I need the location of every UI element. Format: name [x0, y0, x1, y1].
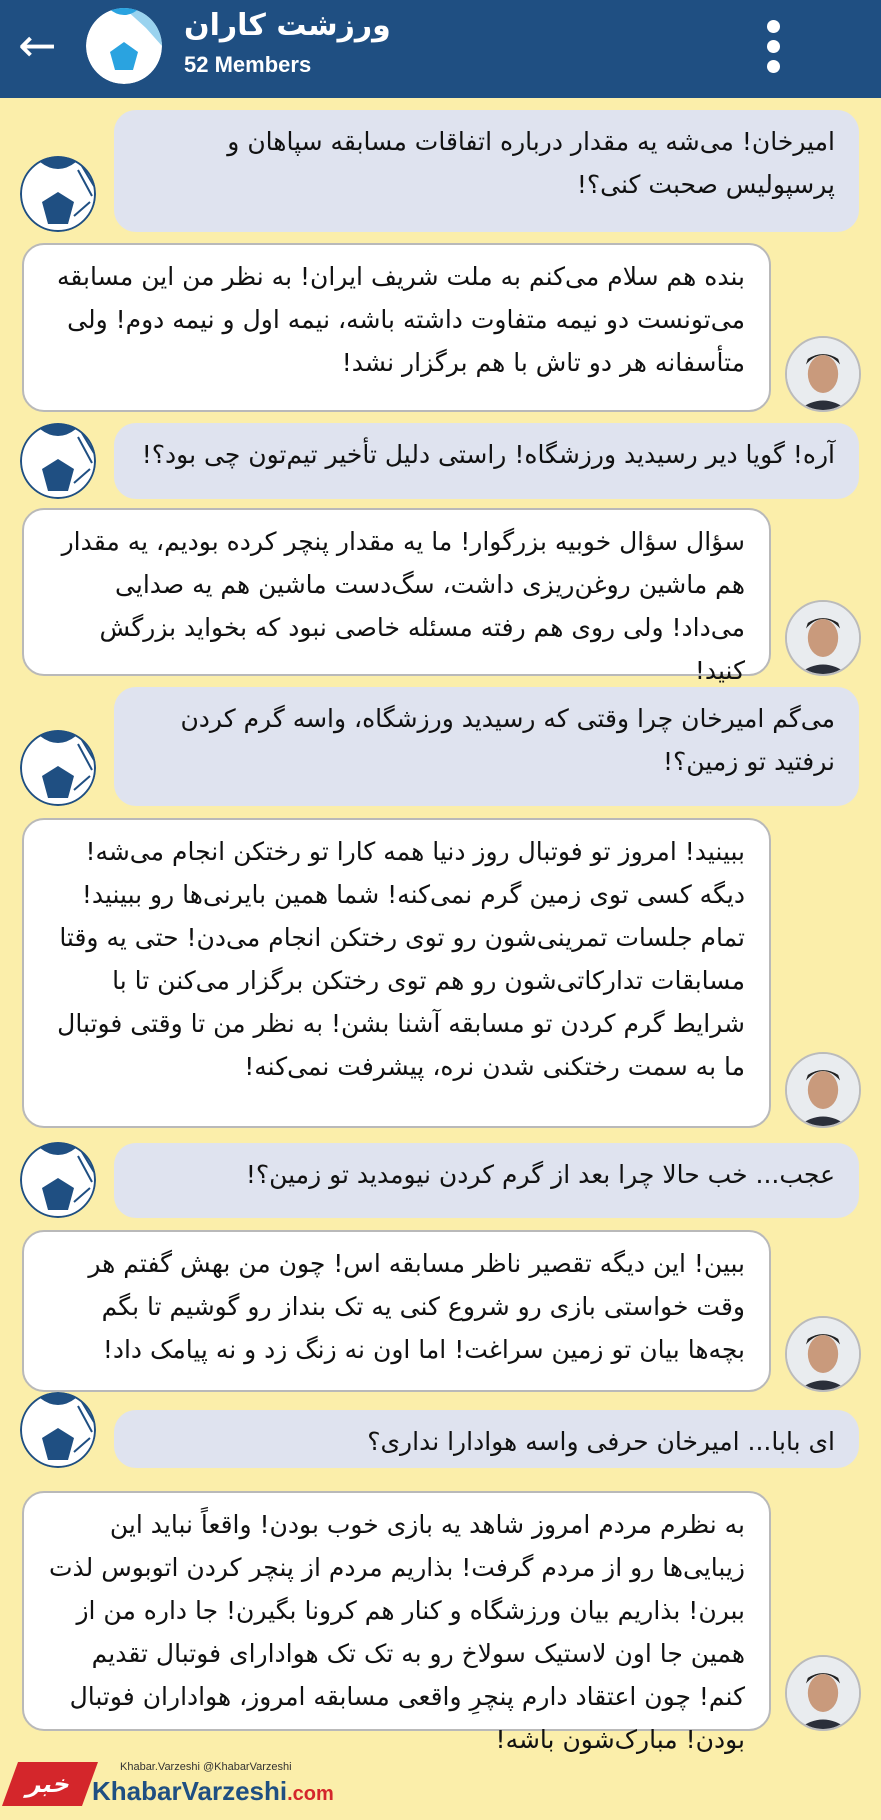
message-bubble: می‌گم امیرخان چرا وقتی که رسیدید ورزشگاه، واسه گرم کردن نرفتید تو زمین؟!	[114, 687, 859, 806]
message-bubble: عجب... خب حالا چرا بعد از گرم کردن نیومدید تو زمین؟!	[114, 1143, 859, 1218]
group-message	[0, 1410, 881, 1468]
message-bubble: امیرخان! می‌شه یه مقدار درباره اتفاقات مسابقه سپاهان و پرسپولیس صحبت کنی؟!	[114, 110, 859, 232]
group-message	[0, 1143, 881, 1218]
group-message	[0, 687, 881, 806]
reply-message	[0, 508, 881, 685]
watermark-social: Khabar.Varzeshi @KhabarVarzeshi	[120, 1761, 292, 1773]
message-bubble: ای بابا... امیرخان حرفی واسه هوادارا نداری؟	[114, 1410, 859, 1468]
group-avatar[interactable]	[86, 8, 162, 84]
group-avatar-icon[interactable]	[20, 423, 96, 499]
khabar-badge: خبر	[2, 1762, 98, 1806]
group-avatar-icon[interactable]	[20, 1142, 96, 1218]
message-bubble: بنده هم سلام می‌کنم به ملت شریف ایران! به نظر من این مسابقه می‌تونست دو نیمه متفاوت داشته باشه، نیمه اول و نیمه دوم! ولی متأسفانه هر دو تاش با هم برگزار نشد!	[22, 243, 771, 412]
group-title: ورزشت کاران	[184, 8, 391, 43]
group-message	[0, 423, 881, 499]
user-avatar[interactable]	[785, 336, 861, 412]
more-options-icon[interactable]	[767, 20, 781, 80]
watermark-site: KhabarVarzeshi.com	[92, 1776, 334, 1806]
user-avatar[interactable]	[785, 1655, 861, 1731]
user-avatar[interactable]	[785, 1316, 861, 1392]
reply-message	[0, 1491, 881, 1754]
reply-message	[0, 818, 881, 1128]
group-avatar-icon[interactable]	[20, 1392, 96, 1468]
back-arrow-icon[interactable]: ←	[18, 18, 57, 72]
group-avatar-icon[interactable]	[20, 156, 96, 232]
chat-header	[0, 0, 881, 98]
user-avatar[interactable]	[785, 600, 861, 676]
group-message	[0, 110, 881, 232]
member-count: 52 Members	[184, 52, 312, 77]
message-bubble: سؤال سؤال خوبیه بزرگوار! ما یه مقدار پنچر کرده بودیم، یه مقدار هم ماشین روغن‌ریزی داشت، سگ‌دست ماشین هم یه صدایی می‌داد! ولی روی هم رفته مسئله خاصی نبود که بخواید بزرگش کنید!	[22, 508, 771, 676]
user-avatar[interactable]	[785, 1052, 861, 1128]
reply-message	[0, 1230, 881, 1392]
message-bubble: ببین! این دیگه تقصیر ناظر مسابقه اس! چون من بهش گفتم هر وقت خواستی بازی رو شروع کنی یه تک بنداز رو گوشیم تا بگم بچه‌ها بیان تو زمین سراغت! اما اون نه زنگ زد و نه پیامک داد!	[22, 1230, 771, 1392]
message-bubble: به نظرم مردم امروز شاهد یه بازی خوب بودن! واقعاً نباید این زیبایی‌ها رو از مردم گرفت! بذاریم مردم از پنچر کردن اتوبوس لذت ببرن! بذاریم بیان ورزشگاه و کنار هم کرونا بگیرن! جا داره من از همین جا اون لاستیک سولاخ رو به تک تک هوادارای فوتبال تقدیم کنم! چون اعتقاد دارم پنچرِ واقعی مسابقه امروز، هواداران فوتبال بودن! مبارک‌شون باشه!	[22, 1491, 771, 1731]
group-avatar-icon[interactable]	[20, 730, 96, 806]
message-bubble: ببینید! امروز تو فوتبال روز دنیا همه کارا تو رختکن انجام می‌شه! دیگه کسی توی زمین گرم نمی‌کنه! شما همین بایرنی‌ها رو ببینید! تمام جلسات تمرینی‌شون رو توی رختکن انجام می‌دن! حتی یه وقتا مسابقات تدارکاتی‌شون رو هم توی رختکن برگزار می‌کنن تا با شرایط گرم کردن تو مسابقه آشنا بشن! به نظر من تا وقتی فوتبال ما به سمت رختکنی شدن نره، پیشرفت نمی‌کنه!	[22, 818, 771, 1128]
reply-message	[0, 243, 881, 412]
message-bubble: آره! گویا دیر رسیدید ورزشگاه! راستی دلیل تأخیر تیم‌تون چی بود؟!	[114, 423, 859, 499]
